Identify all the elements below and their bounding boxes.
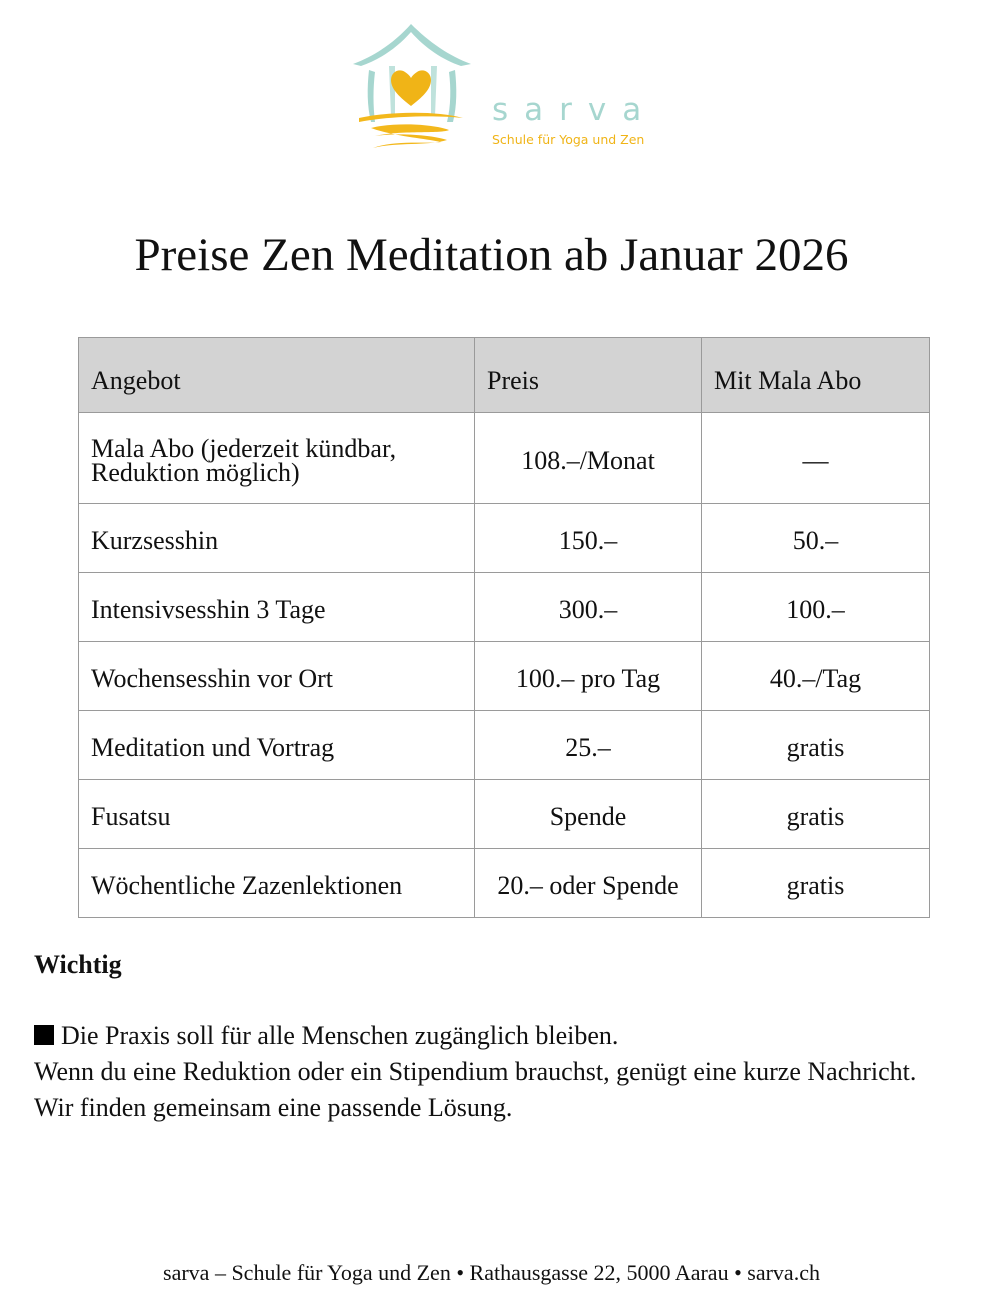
- notice-text: Die Praxis soll für alle Menschen zugänglich bleiben.: [61, 1021, 619, 1050]
- mala-price-cell: —: [702, 413, 930, 504]
- offer-cell: Meditation und Vortrag: [79, 711, 475, 780]
- brand-tagline: Schule für Yoga und Zen: [492, 132, 645, 147]
- notice-body: [34, 1018, 934, 1126]
- brand-name: sarva: [492, 92, 658, 128]
- price-table: [78, 337, 930, 918]
- offer-cell: Intensivsesshin 3 Tage: [79, 573, 475, 642]
- notice-line: Wenn du eine Reduktion oder ein Stipendium brauchst, genügt eine kurze Nachricht.: [34, 1057, 917, 1086]
- mala-price-cell: gratis: [702, 849, 930, 918]
- price-cell: 150.–: [475, 504, 702, 573]
- sarva-logo: [345, 18, 658, 163]
- price-cell: 300.–: [475, 573, 702, 642]
- price-cell: 25.–: [475, 711, 702, 780]
- table-row: [79, 573, 930, 642]
- black-square-bullet-icon: [34, 1025, 54, 1045]
- price-cell: Spende: [475, 780, 702, 849]
- notice-line: [34, 1018, 934, 1054]
- notice-heading: Wichtig: [34, 950, 122, 979]
- offer-line: Mala Abo (jederzeit kündbar,: [91, 434, 397, 463]
- price-cell: 108.–/Monat: [475, 413, 702, 504]
- header-mala-abo: Mit Mala Abo: [702, 338, 930, 413]
- offer-cell: Fusatsu: [79, 780, 475, 849]
- offer-cell: [79, 413, 475, 504]
- price-cell: 100.– pro Tag: [475, 642, 702, 711]
- offer-cell: Kurzsesshin: [79, 504, 475, 573]
- temple-heart-icon: [345, 18, 485, 158]
- header-price: Preis: [475, 338, 702, 413]
- table-row: [79, 849, 930, 918]
- mala-price-cell: gratis: [702, 780, 930, 849]
- page-title: Preise Zen Meditation ab Januar 2026: [134, 229, 849, 281]
- table-row: [79, 413, 930, 504]
- notice-line: Wir finden gemeinsam eine passende Lösung.: [34, 1093, 513, 1122]
- table-row: [79, 711, 930, 780]
- table-header-row: [79, 338, 930, 413]
- table-row: [79, 504, 930, 573]
- mala-price-cell: gratis: [702, 711, 930, 780]
- price-cell: 20.– oder Spende: [475, 849, 702, 918]
- header-offer: Angebot: [79, 338, 475, 413]
- mala-price-cell: 50.–: [702, 504, 930, 573]
- mala-price-cell: 40.–/Tag: [702, 642, 930, 711]
- offer-cell: Wöchentliche Zazenlektionen: [79, 849, 475, 918]
- offer-cell: Wochensesshin vor Ort: [79, 642, 475, 711]
- mala-price-cell: 100.–: [702, 573, 930, 642]
- table-row: [79, 642, 930, 711]
- offer-line: Reduktion möglich): [91, 458, 300, 487]
- table-row: [79, 780, 930, 849]
- footer-address: sarva – Schule für Yoga und Zen • Rathausgasse 22, 5000 Aarau • sarva.ch: [163, 1260, 820, 1285]
